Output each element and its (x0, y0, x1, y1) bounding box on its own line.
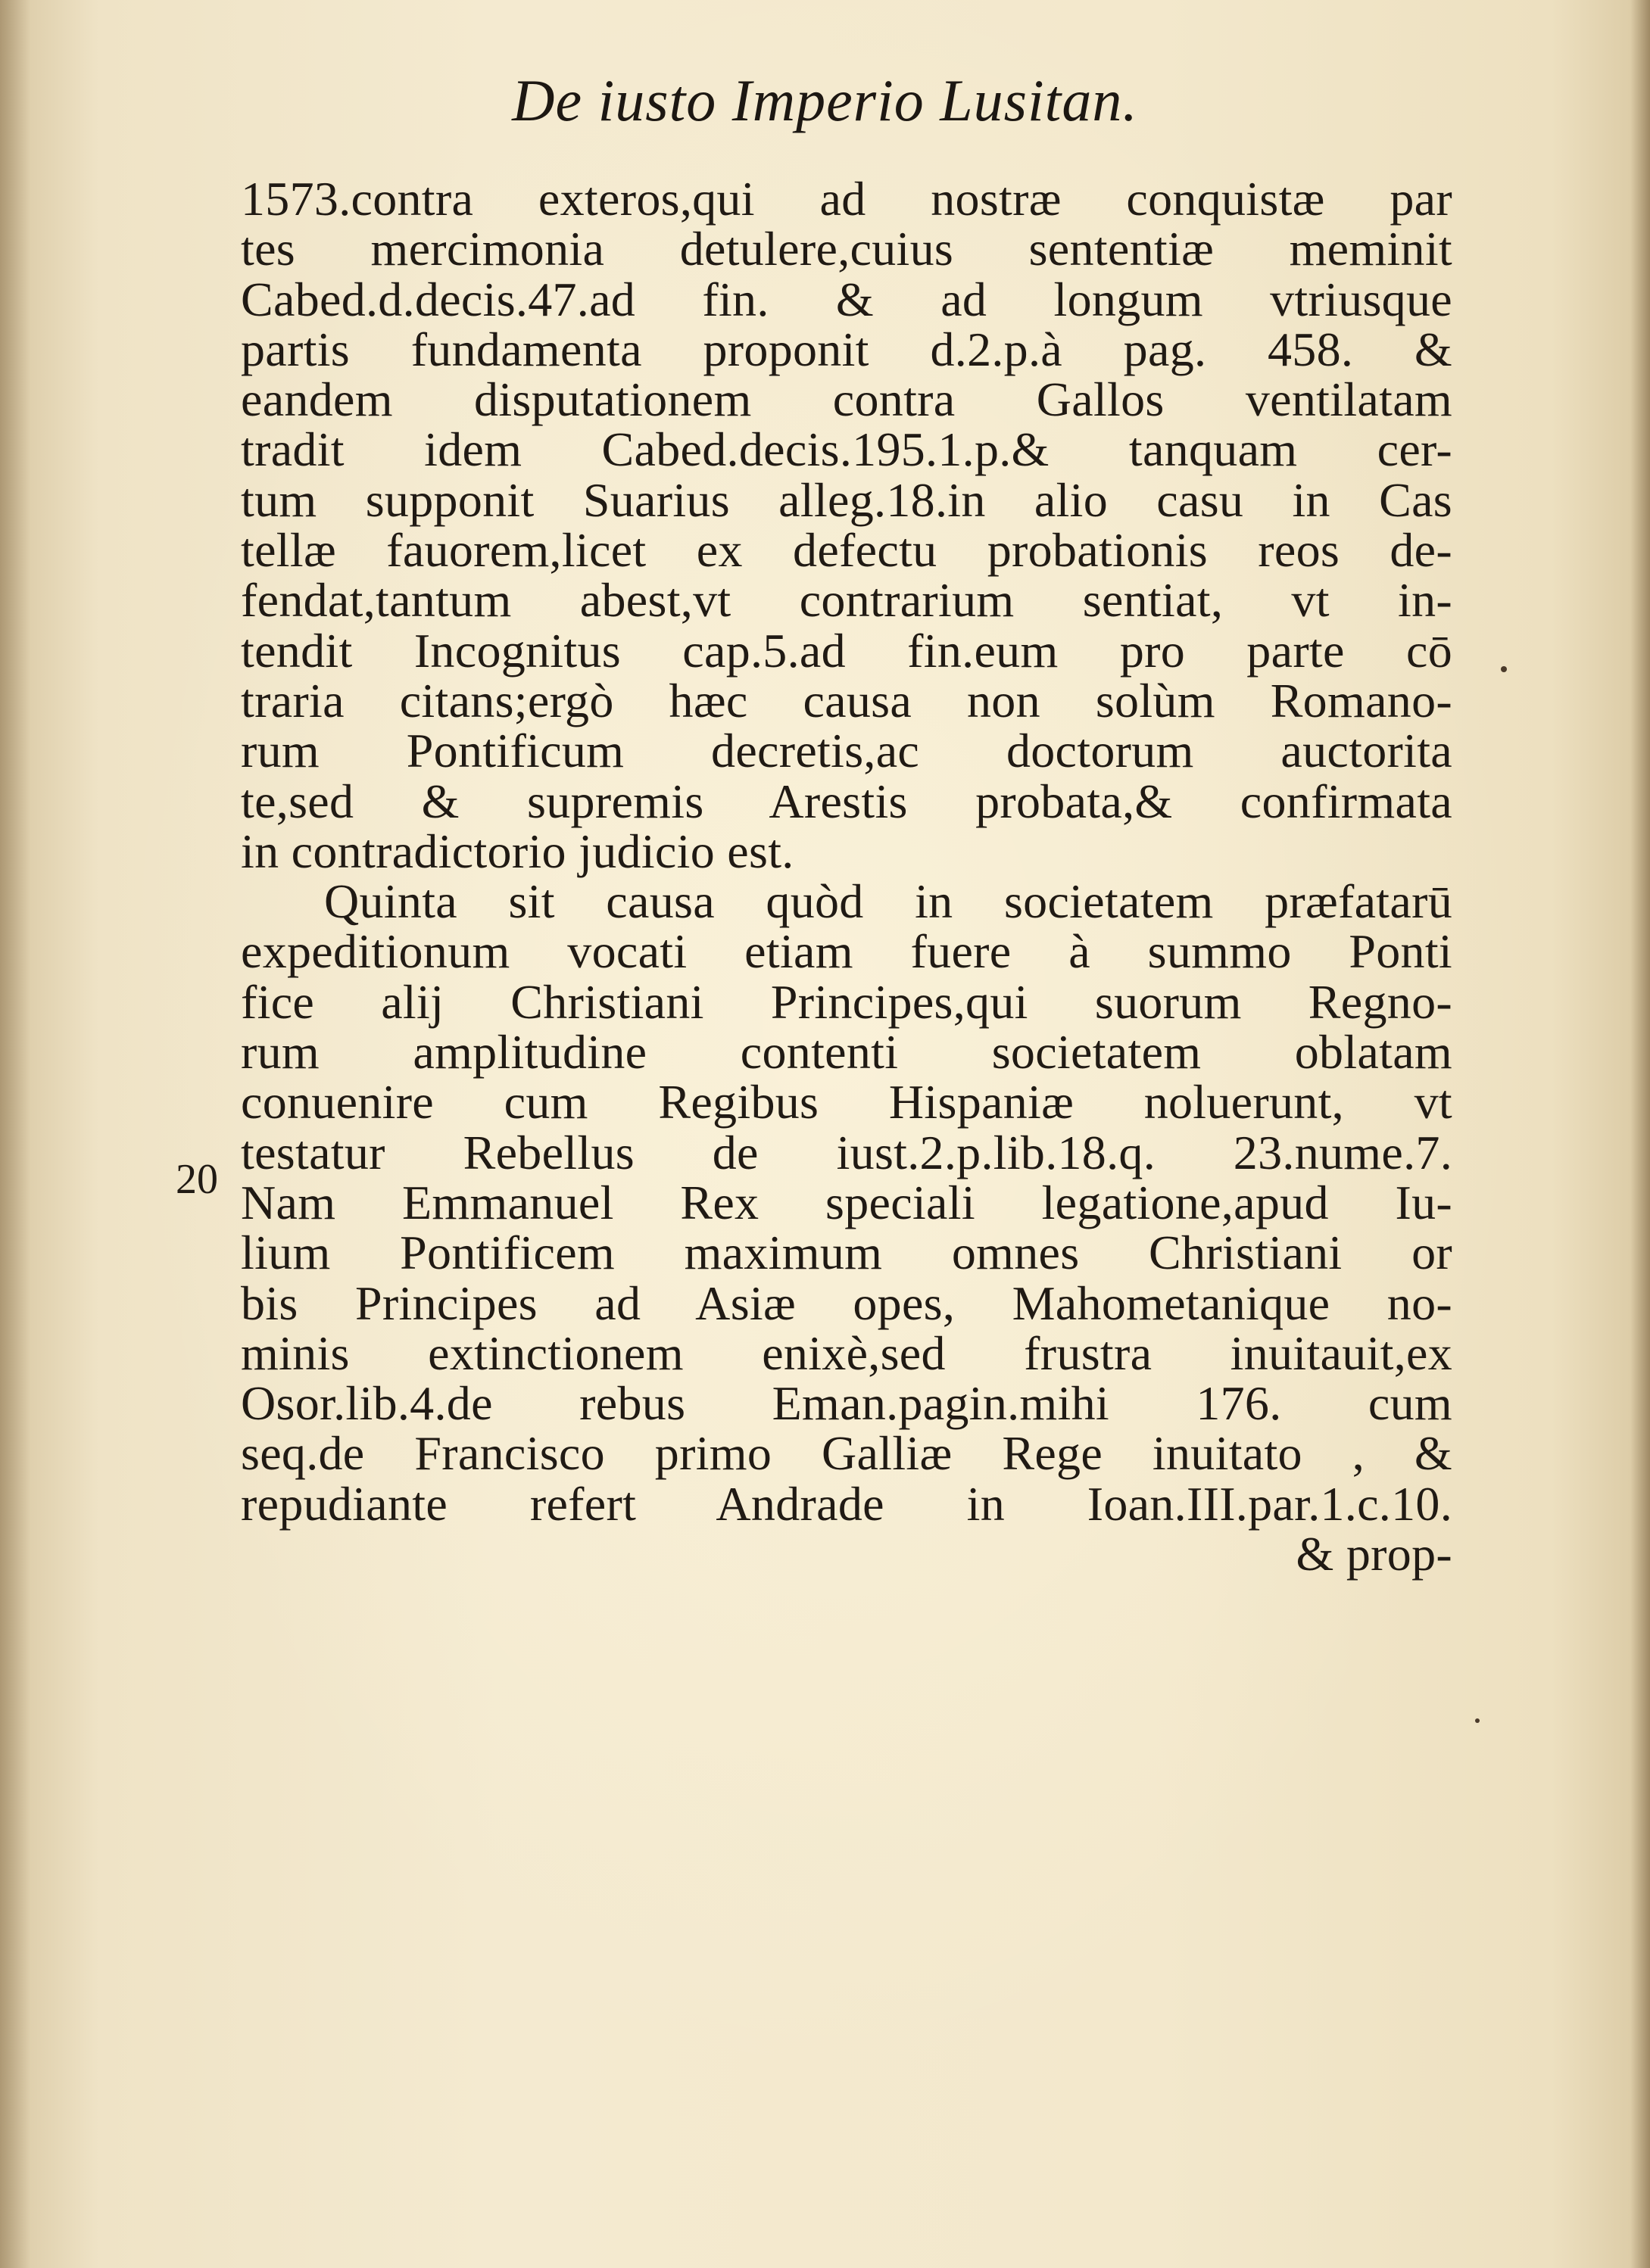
text-line: tum supponit Suarius alleg.18.in alio casu in Cas (241, 472, 1452, 527)
text-line: tendit Incognitus cap.5.ad fin.eum pro parte cō (241, 623, 1452, 678)
text-line: Nam Emmanuel Rex speciali legatione,apud Iu- (241, 1175, 1452, 1229)
text-line: bis Principes ad Asiæ opes, Mahometanique no- (241, 1276, 1452, 1330)
text-line: traria citans;ergò hæc causa non solùm Romano- (241, 673, 1452, 727)
text-line: tradit idem Cabed.decis.195.1.p.& tanquam cer- (241, 422, 1452, 477)
text-line: testatur Rebellus de iust.2.p.lib.18.q. 23.nume.7. (241, 1125, 1452, 1179)
ink-speck (1501, 666, 1507, 672)
text-line: eandem disputationem contra Gallos ventilatam (241, 372, 1452, 427)
text-line: rum amplitudine contenti societatem oblatam (241, 1025, 1452, 1079)
text-line: fice alij Christiani Principes,qui suorum Regno- (241, 974, 1452, 1029)
catchword: & prop- (1296, 1527, 1452, 1581)
text-line: repudiante refert Andrade in Ioan.III.par.1.c.10. (241, 1476, 1452, 1531)
text-line: tellæ fauorem,licet ex defectu probationis reos de- (241, 523, 1452, 578)
text-line: expeditionum vocati etiam fuere à summo Ponti (241, 924, 1452, 979)
text-line: Osor.lib.4.de rebus Eman.pagin.mihi 176. cum (241, 1376, 1452, 1431)
text-line: conuenire cum Regibus Hispaniæ noluerunt, vt (241, 1075, 1452, 1129)
text-line: lium Pontificem maximum omnes Christiani or (241, 1226, 1452, 1280)
text-line: minis extinctionem enixè,sed frustra inuitauit,ex (241, 1326, 1452, 1380)
text-line: partis fundamenta proponit d.2.p.à pag. 458. & (241, 322, 1452, 376)
ink-speck (1475, 1718, 1480, 1723)
text-line: tes mercimonia detulere,cuius sententiæ meminit (241, 222, 1452, 276)
body-text (241, 174, 1452, 1579)
text-line: Cabed.d.decis.47.ad fin. & ad longum vtriusque (241, 272, 1452, 326)
text-line: rum Pontificum decretis,ac doctorum auctorita (241, 724, 1452, 778)
margin-line-number: 20 (176, 1156, 218, 1203)
text-line: te,sed & supremis Arestis probata,& confirmata (241, 774, 1452, 828)
text-line: 1573.contra exteros,qui ad nostræ conquistæ par (241, 172, 1452, 226)
running-head: De iusto Imperio Lusitan. (512, 67, 1138, 133)
text-line: fendat,tantum abest,vt contrarium sentiat, vt in- (241, 573, 1452, 628)
text-line: seq.de Francisco primo Galliæ Rege inuitato , & (241, 1426, 1452, 1481)
paragraph-start-line: Quinta sit causa quòd in societatem præfatarū (324, 874, 1452, 929)
text-line: in contradictorio judicio est. (241, 824, 794, 878)
